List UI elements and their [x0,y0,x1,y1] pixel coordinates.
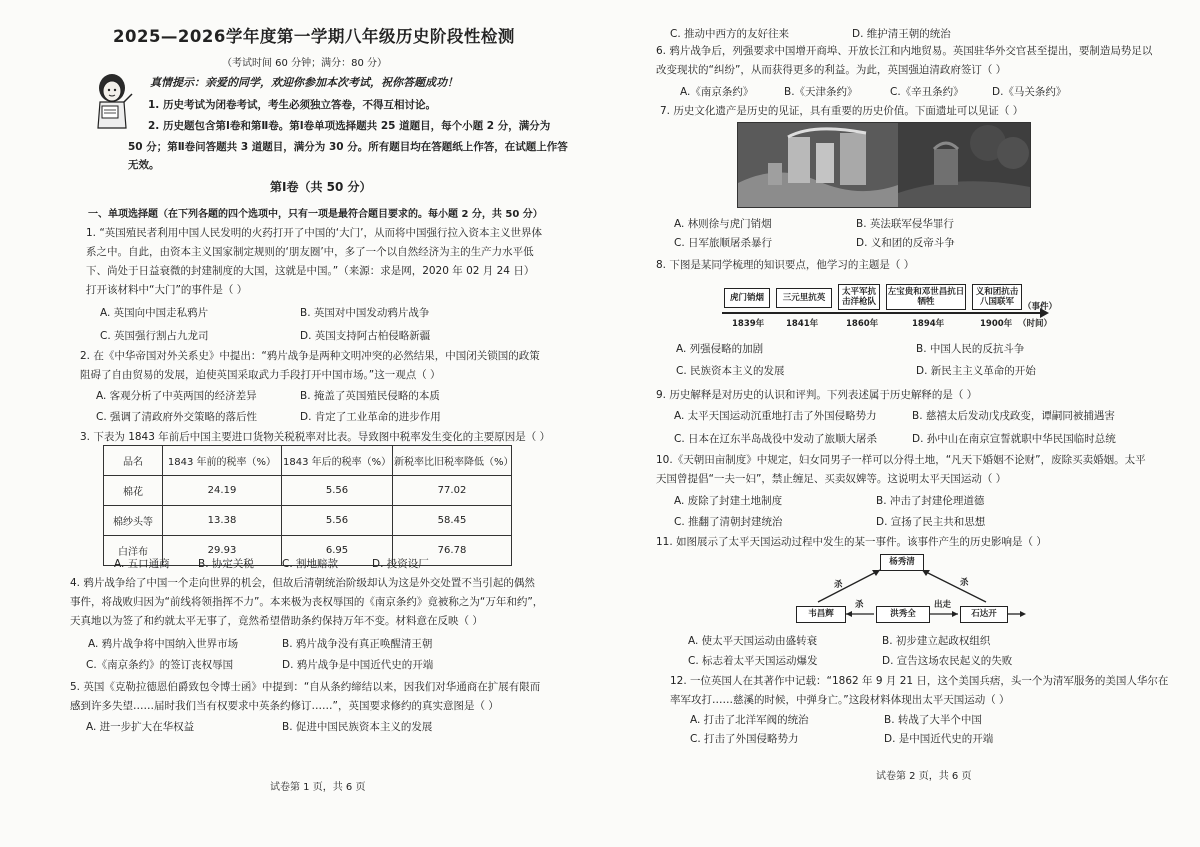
note-2b: 50 分；第Ⅱ卷问答题共 3 道题目，满分为 30 分。所有题目均在答题纸上作答，在试题上作答 [128,141,568,153]
ruins-photo-icon [737,122,1031,208]
q3-option-d: D. 投资设厂 [372,558,429,570]
flow-label: 杀 [855,600,864,610]
q1-option-d: D. 英国支持阿古柏侵略新疆 [300,330,431,342]
q4-option-d: D. 鸦片战争是中国近代史的开端 [282,659,434,671]
timeline-event: 三元里抗英 [776,288,832,308]
q9-option-b: B. 慈禧太后发动戊戌政变，谭嗣同被捕遇害 [912,410,1115,422]
q10-option-d: D. 宣扬了民主共和思想 [876,516,986,528]
q8-option-b: B. 中国人民的反抗斗争 [916,343,1025,355]
table-cell: 白洋布 [104,536,163,566]
q2-option-a: A. 客观分析了中英两国的经济差异 [96,390,257,402]
q6-option-a: A.《南京条约》 [680,86,754,98]
q5-option-a: A. 进一步扩大在华权益 [86,721,195,733]
q3-tariff-table [103,445,512,566]
q12-option-a: A. 打击了北洋军阀的统治 [690,714,809,726]
timeline-event: 义和团抗击八国联军 [972,284,1022,310]
q10-stem: 10.《天朝田亩制度》中规定，妇女同男子一样可以分得土地，“凡天下婚姻不论财”，废除买卖婚姻。太平天国曾提倡“一夫一妇”，禁止缠足、买卖奴婢等。这说明太平天国运动（ ） [656,454,1146,485]
q11-flow-diagram [794,552,1026,628]
q6-stem: 6. 鸦片战争后，列强要求中国增开商埠、开放长江和内地贸易。英国驻华外交官甚至提出，要制造局势足以改变现状的“纠纷”，从而获得更多的利益。为此，英国强迫清政府签订（ ） [656,45,1153,76]
q12-option-d: D. 是中国近代史的开端 [884,733,994,745]
q2-option-d: D. 肯定了工业革命的进步作用 [300,411,441,423]
flow-node: 石达开 [960,606,1008,623]
exam-info: （考试时间 60 分钟；满分：80 分） [222,58,387,69]
q10-option-c: C. 推翻了清朝封建统治 [674,516,783,528]
timeline-event: 左宝贵和邓世昌抗日牺牲 [886,284,966,310]
q2-stem: 2. 在《中华帝国对外关系史》中提出：“鸦片战争是两种文明冲突的必然结果，中国闭关锁国的政策阻碍了自由贸易的发展，迫使英国采取武力手段打开中国市场。”这一观点（ ） [80,350,540,381]
table-cell: 5.56 [282,506,393,536]
q11-option-b: B. 初步建立起政权组织 [882,635,991,647]
q4-option-b: B. 鸦片战争没有真正唤醒清王朝 [282,638,433,650]
table-cell: 13.38 [163,506,282,536]
table-row [104,476,512,506]
table-cell: 77.02 [393,476,512,506]
q12-stem: 12. 一位英国人在其著作中记载：“1862 年 9 月 21 日，这个美国兵痞，头一个为清军服务的美国人华尔在率军攻打……慈溪的时候，中弹身亡。”这段材料体现出太平天国运动（ ） [670,675,1169,706]
flow-node: 洪秀全 [876,606,930,623]
q1-option-b: B. 英国对中国发动鸦片战争 [300,307,430,319]
q7-option-b: B. 英法联军侵华罪行 [856,218,954,230]
flow-label: 杀 [834,580,843,590]
table-cell: 76.78 [393,536,512,566]
section-title: 第Ⅰ卷（共 50 分） [270,180,372,194]
table-cell: 58.45 [393,506,512,536]
flow-label: 杀 [960,578,969,588]
table-row [104,506,512,536]
q8-timeline [722,282,1062,330]
q3-option-b: B. 协定关税 [198,558,254,570]
timeline-event-label: （事件） [1023,302,1058,312]
table-cell: 棉纱头等 [104,506,163,536]
table-header-row [104,446,512,476]
timeline-event: 太平军抗击洋枪队 [838,284,880,310]
q6-option-d: D.《马关条约》 [992,86,1067,98]
q11-stem: 11. 如图展示了太平天国运动过程中发生的某一事件。该事件产生的历史影响是（ ） [656,536,1047,548]
timeline-year: 1894年 [912,319,945,329]
page-footer-1: 试卷第 1 页，共 6 页 [270,782,366,793]
q9-option-d: D. 孙中山在南京宣誓就职中华民国临时总统 [912,433,1116,445]
q6-option-b: B.《天津条约》 [784,86,858,98]
table-header: 1843 年后的税率（%） [282,446,393,476]
exam-page-2 [600,0,1200,847]
flow-label: 出走 [934,600,952,610]
q7-option-d: D. 义和团的反帝斗争 [856,237,955,249]
flow-node: 韦昌辉 [796,606,846,623]
q7-stem: 7. 历史文化遗产是历史的见证，具有重要的历史价值。下面遗址可以见证（ ） [660,105,1024,117]
q1-option-c: C. 英国强行割占九龙司 [100,330,209,342]
q3-stem: 3. 下表为 1843 年前后中国主要进口货物关税税率对比表。导致图中税率发生变化的主要原因是（ ） [80,431,551,443]
q8-option-a: A. 列强侵略的加剧 [676,343,764,355]
timeline-time-label: （时间） [1018,319,1053,329]
table-cell: 5.56 [282,476,393,506]
timeline-event: 虎门销烟 [724,288,770,308]
timeline-year: 1900年 [980,319,1013,329]
q10-option-a: A. 废除了封建土地制度 [674,495,783,507]
table-header: 新税率比旧税率降低（%） [393,446,512,476]
note-2c: 无效。 [128,159,160,171]
q4-option-c: C.《南京条约》的签订丧权辱国 [86,659,234,671]
table-cell: 6.95 [282,536,393,566]
page-footer-2: 试卷第 2 页，共 6 页 [876,771,972,782]
table-cell: 29.93 [163,536,282,566]
q8-stem: 8. 下图是某同学梳理的知识要点，他学习的主题是（ ） [656,259,915,271]
q5-stem: 5. 英国《克勒拉德恩伯爵致包令博士函》中提到：“自从条约缔结以来，因我们对华通商在扩展有限而感到许多失望……届时我们当有权要求中英条约修订……”，英国要求修约的真实意图是（ ） [70,681,541,712]
q5-option-b: B. 促进中国民族资本主义的发展 [282,721,433,733]
q9-option-c: C. 日本在辽东半岛战役中发动了旅顺大屠杀 [674,433,878,445]
q7-option-a: A. 林则徐与虎门销烟 [674,218,772,230]
q12-option-c: C. 打击了外国侵略势力 [690,733,799,745]
q4-stem: 4. 鸦片战争给了中国一个走向世界的机会，但故后清朝统治阶级却认为这是外交处置不当引起的偶然事件，将战败归因为“前线将领指挥不力”。本来极为丧权辱国的《南京条约》竟被称之为“万年和约”，天真地以为签了和约就太平无事了，竟然希望借助条约保持万年不变。材料意在反映（ ） [70,577,544,627]
q2-option-c: C. 强调了清政府外交策略的落后性 [96,411,258,423]
q11-option-d: D. 宣告这场农民起义的失败 [882,655,1013,667]
table-cell: 24.19 [163,476,282,506]
q3-option-c: C. 割地赔款 [282,558,339,570]
q9-option-a: A. 太平天国运动沉重地打击了外国侵略势力 [674,410,877,422]
q12-option-b: B. 转战了大半个中国 [884,714,982,726]
q2-option-b: B. 掩盖了英国殖民侵略的本质 [300,390,440,402]
q5-option-c: C. 推动中西方的友好往来 [670,28,790,40]
timeline-year: 1841年 [786,319,819,329]
q8-option-c: C. 民族资本主义的发展 [676,365,785,377]
table-cell: 棉花 [104,476,163,506]
q9-stem: 9. 历史解释是对历史的认识和评判。下列表述属于历史解释的是（ ） [656,389,978,401]
q10-option-b: B. 冲击了封建伦理道德 [876,495,985,507]
part1-header: 一、单项选择题（在下列各题的四个选项中，只有一项是最符合题目要求的。每小题 2 分，共 50 分） [88,209,543,220]
q1-option-a: A. 英国向中国走私鸦片 [100,307,209,319]
timeline-year: 1839年 [732,319,765,329]
tip-text: 真情提示：亲爱的同学，欢迎你参加本次考试，祝你答题成功！ [150,76,458,89]
q7-option-c: C. 日军旅顺屠杀暴行 [674,237,773,249]
q11-option-a: A. 使太平天国运动由盛转衰 [688,635,818,647]
exam-title: 2025—2026学年度第一学期八年级历史阶段性检测 [113,27,515,46]
table-header: 1843 年前的税率（%） [163,446,282,476]
q8-option-d: D. 新民主主义革命的开始 [916,365,1036,377]
q1-stem: 1. “英国殖民者利用中国人民发明的火药打开了中国的‘大门’，从而将中国强行拉入资本主义世界体系之中。自此，由资本主义国家制定规则的‘朋友圈’中，多了一个以自然经济为主的生产力水平低下、尚处于日益衰微的封建制度的大国，这就是中国。”（来源：求是网，2020 年 02 月 24 日）打开该材料中“大门”的事件是（ ） [86,227,542,296]
flow-node: 杨秀清 [880,554,924,571]
q4-option-a: A. 鸦片战争将中国纳入世界市场 [88,638,239,650]
table-header: 品名 [104,446,163,476]
q5-option-d: D. 维护清王朝的统治 [852,28,951,40]
q3-option-a: A. 五口通商 [114,558,170,570]
q11-option-c: C. 标志着太平天国运动爆发 [688,655,818,667]
note-1: 1. 历史考试为闭卷考试，考生必须独立答卷，不得互相讨论。 [148,99,436,111]
q6-option-c: C.《辛丑条约》 [890,86,964,98]
timeline-year: 1860年 [846,319,879,329]
timeline-axis [722,312,1042,314]
note-2: 2. 历史题包含第Ⅰ卷和第Ⅱ卷。第Ⅰ卷单项选择题共 25 道题目，每个小题 2 分，满分为 [148,120,551,132]
cartoon-figure-icon [88,72,136,132]
